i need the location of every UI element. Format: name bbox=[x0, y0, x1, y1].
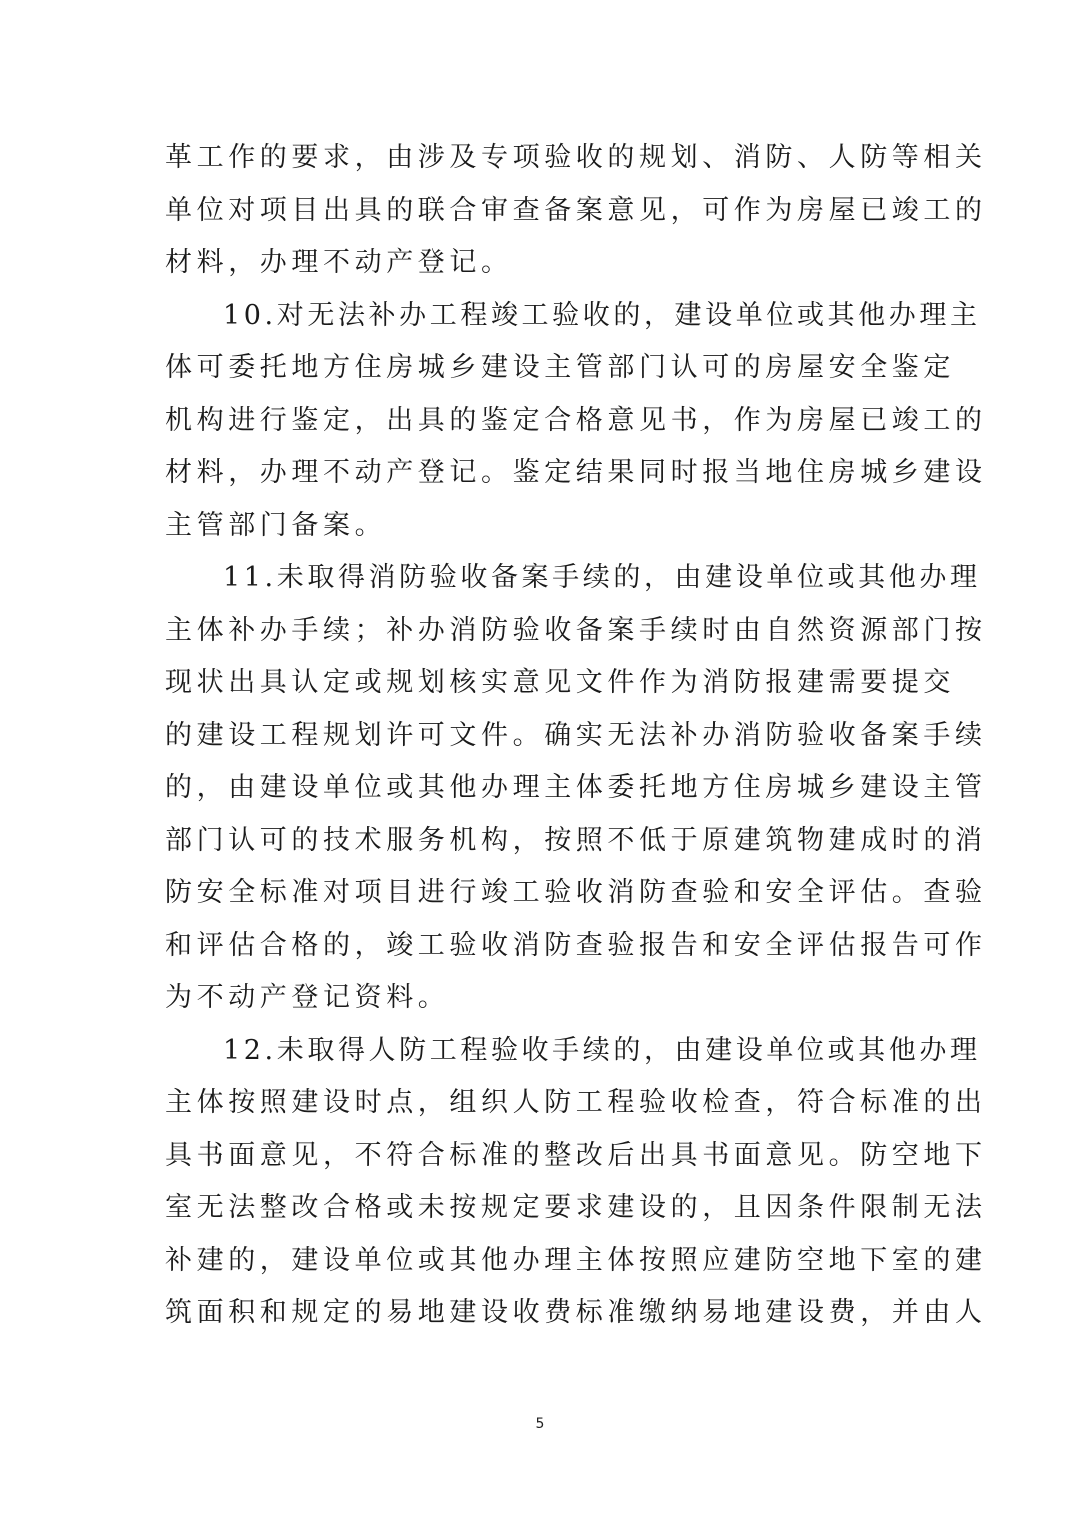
text-line: 防安全标准对项目进行竣工验收消防查验和安全评估。查验 bbox=[165, 877, 987, 908]
text-line: 材料，办理不动产登记。 bbox=[165, 247, 513, 278]
text-line: 主体补办手续；补办消防验收备案手续时由自然资源部门按 bbox=[165, 614, 987, 646]
text-line: 室无法整改合格或未按规定要求建设的，且因条件限制无法 bbox=[165, 1192, 987, 1223]
text-line: 现状出具认定或规划核实意见文件作为消防报建需要提交 bbox=[165, 667, 955, 698]
item-11-first-line: 11.未取得消防验收备案手续的，由建设单位或其他办理 bbox=[223, 562, 981, 593]
text-line: 材料，办理不动产登记。鉴定结果同时报当地住房城乡建设 bbox=[165, 457, 987, 488]
text-line: 机构进行鉴定，出具的鉴定合格意见书，作为房屋已竣工的 bbox=[165, 404, 987, 436]
text-line: 单位对项目出具的联合审查备案意见，可作为房屋已竣工的 bbox=[165, 194, 987, 226]
text-line: 补建的，建设单位或其他办理主体按照应建防空地下室的建 bbox=[165, 1244, 987, 1276]
text-line: 具书面意见，不符合标准的整改后出具书面意见。防空地下 bbox=[165, 1139, 987, 1171]
text-line: 部门认可的技术服务机构，按照不低于原建筑物建成时的消 bbox=[165, 824, 987, 856]
text-line: 的建设工程规划许可文件。确实无法补办消防验收备案手续 bbox=[165, 719, 987, 751]
text-line: 的，由建设单位或其他办理主体委托地方住房城乡建设主管 bbox=[165, 772, 987, 803]
text-line: 为不动产登记资料。 bbox=[165, 982, 450, 1013]
text-line: 筑面积和规定的易地建设收费标准缴纳易地建设费，并由人 bbox=[165, 1297, 987, 1328]
text-line: 和评估合格的，竣工验收消防查验报告和安全评估报告可作 bbox=[165, 929, 987, 961]
item-10-first-line: 10.对无法补办工程竣工验收的，建设单位或其他办理主 bbox=[223, 299, 981, 331]
item-12-first-line: 12.未取得人防工程验收手续的，由建设单位或其他办理 bbox=[223, 1034, 981, 1066]
text-line: 革工作的要求，由涉及专项验收的规划、消防、人防等相关 bbox=[165, 142, 987, 173]
body-text bbox=[165, 132, 987, 1340]
text-line: 主管部门备案。 bbox=[165, 509, 387, 541]
text-line: 主体按照建设时点，组织人防工程验收检查，符合标准的出 bbox=[165, 1087, 987, 1118]
text-line: 体可委托地方住房城乡建设主管部门认可的房屋安全鉴定 bbox=[165, 352, 955, 383]
page-number: 5 bbox=[535, 1416, 545, 1432]
